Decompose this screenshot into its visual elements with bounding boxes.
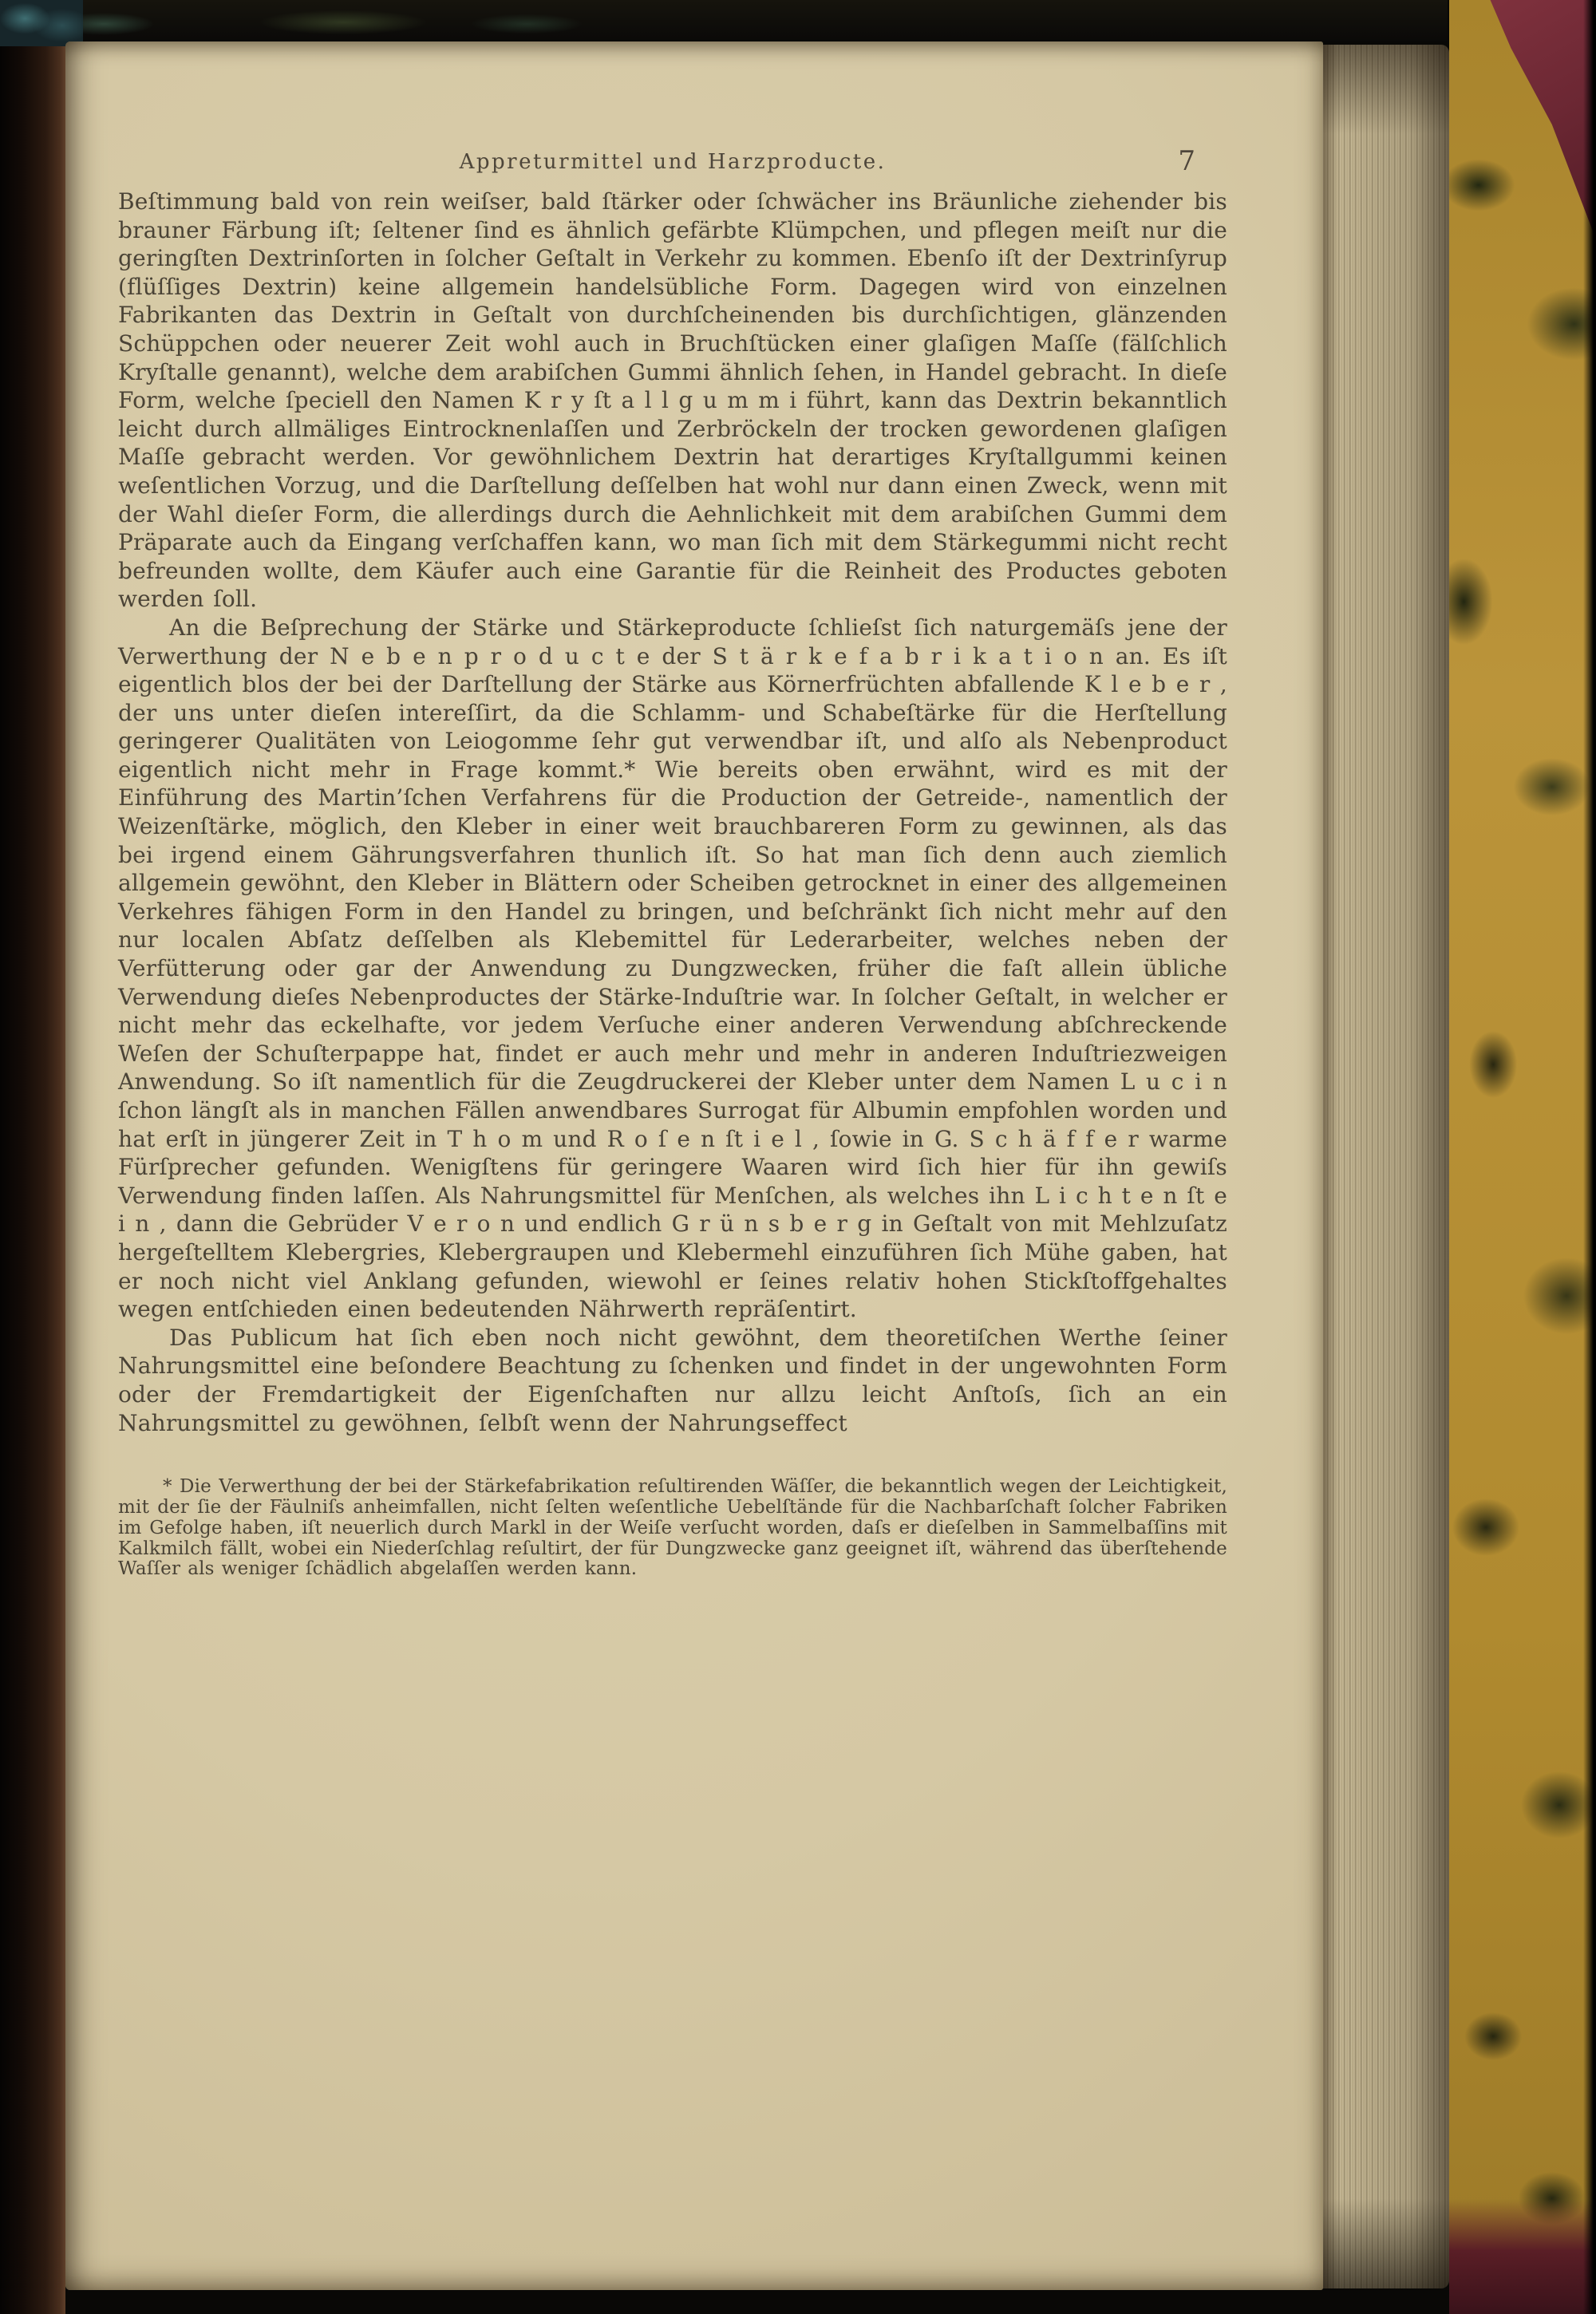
book-page — [65, 41, 1323, 2290]
top-left-marble-corner — [0, 0, 83, 46]
body-paragraph: Das Publicum hat ſich eben noch nicht gewöhnt, dem theoretiſchen Werthe ſeiner Nahrungsmittel eine beſondere Beachtung zu ſchenken und findet in der ungewohnten Form oder der Fremdartigkeit der Eigenſchaften nur allzu leicht Anſtoſs, ſich an ein Nahrungsmittel zu gewöhnen, ſelbſt wenn der Nahrungseffect — [118, 1324, 1227, 1436]
marbled-cover — [1449, 0, 1596, 2314]
page-header — [118, 145, 1227, 177]
page-fore-edge-stack — [1323, 45, 1449, 2288]
cover-maroon-bottom-corner — [1449, 2199, 1596, 2314]
book-spine-edge — [0, 0, 65, 2314]
running-header: Appreturmittel und Harzproducte. — [459, 150, 887, 174]
body-paragraph: An die Beſprechung der Stärke und Stärkeproducte ſchlieſst ſich naturgemäſs jene der Verwerthung der N e b e n p r o d u c t e der S t ä r k e f a b r i k a t i o n an. Es iſt eigentlich blos der bei der Darſtellung der Stärke aus Körnerfrüchten abfallende K l e b e r , der uns unter dieſen intereſſirt, da die Schlamm- und Schabeſtärke für die Herſtellung geringerer Qualitäten von Leiogomme ſehr gut verwendbar iſt, und alſo als Nebenproduct eigentlich nicht mehr in Frage kommt.* Wie bereits oben erwähnt, wird es mit der Einführung des Martin’ſchen Verfahrens für die Production der Getreide-, namentlich der Weizenſtärke, möglich, den Kleber in einer weit brauchbareren Form zu gewinnen, als das bei irgend einem Gährungsverfahren thunlich iſt. So hat man ſich denn auch ziemlich allgemein gewöhnt, den Kleber in Blättern oder Scheiben getrocknet in einer des allgemeinen Verkehres fähigen Form in den Handel zu bringen, und beſchränkt ſich nicht mehr auf den nur localen Abſatz deſſelben als Klebemittel für Lederarbeiter, welches neben der Verfütterung oder gar der Anwendung zu Dungzwecken, früher die faſt allein übliche Verwendung dieſes Nebenproductes der Stärke-Induſtrie war. In ſolcher Geſtalt, in welcher er nicht mehr das eckelhafte, vor jedem Verſuche einer anderen Verwendung abſchreckende Weſen der Schuſterpappe hat, findet er auch mehr und mehr in anderen Induſtriezweigen Anwendung. So iſt namentlich für die Zeugdruckerei der Kleber unter dem Namen L u c i n ſchon längſt als in manchen Fällen anwendbares Surrogat für Albumin empfohlen worden und hat erſt in jüngerer Zeit in T h o m und R o ſ e n ſt i e l , ſowie in G. S c h ä f f e r warme Fürſprecher gefunden. Wenigſtens für geringere Waaren wird ſich hier für ihn gewiſs Verwendung finden laſſen. Als Nahrungsmittel für Menſchen, als welches ihn L i c h t e n ſt e i n , dann die Gebrüder V e r o n und endlich G r ü n s b e r g in Geſtalt von mit Mehlzuſatz hergeſtelltem Klebergries, Klebergraupen und Klebermehl einzuführen ſich Mühe gaben, hat er noch nicht viel Anklang gefunden, wiewohl er ſeines relativ hohen Stickſtoffgehaltes wegen entſchieden einen bedeutenden Nährwerth repräſentirt. — [118, 614, 1227, 1323]
page-number: 7 — [1178, 145, 1195, 177]
body-paragraph: Beſtimmung bald von rein weiſser, bald ſtärker oder ſchwächer ins Bräunliche ziehender bis brauner Färbung iſt; ſeltener ſind es ähnlich gefärbte Klümpchen, und pflegen meiſt nur die geringſten Dextrinſorten in ſolcher Geſtalt in Verkehr zu kommen. Ebenſo iſt der Dextrinſyrup (flüſſiges Dextrin) keine allgemein handelsübliche Form. Dagegen wird von einzelnen Fabrikanten das Dextrin in Geſtalt von durchſcheinenden bis durchſichtigen, glänzenden Schüppchen oder neuerer Zeit wohl auch in Bruchſtücken einer glaſigen Maſſe (fälſchlich Kryſtalle genannt), welche dem arabiſchen Gummi ähnlich ſehen, in Handel gebracht. In dieſe Form, welche ſpeciell den Namen K r y ſt a l l g u m m i führt, kann das Dextrin bekanntlich leicht durch allmäliges Eintrocknenlaſſen und Zerbröckeln der trocken gewordenen glaſigen Maſſe gebracht werden. Vor gewöhnlichem Dextrin hat derartiges Kryſtallgummi keinen weſentlichen Vorzug, und die Darſtellung deſſelben hat wohl nur dann einen Zweck, wenn mit der Wahl dieſer Form, die allerdings durch die Aehnlichkeit mit dem arabiſchen Gummi dem Präparate auch da Eingang verſchaffen kann, wo man ſich mit dem Stärkegummi nicht recht befreunden wollte, dem Käufer auch eine Garantie für die Reinheit des Productes geboten werden ſoll. — [118, 188, 1227, 613]
text-column — [118, 41, 1227, 2290]
footnote: * Die Verwerthung der bei der Stärkefabrikation reſultirenden Wäſſer, die bekanntlich wegen der Leichtigkeit, mit der ſie der Fäulniſs anheimfallen, nicht ſelten weſentliche Uebelſtände für die Nachbarſchaft ſolcher Fabriken im Gefolge haben, iſt neuerlich durch Markl in der Weiſe verſucht worden, daſs er dieſelben in Sammelbaſſins mit Kalkmilch fällt, wobei ein Niederſchlag reſultirt, der für Dungzwecke ganz geeignet iſt, während das überſtehende Waſſer als weniger ſchädlich abgelaſſen werden kann. — [118, 1476, 1227, 1580]
top-cover-strip — [0, 0, 1448, 41]
body-text — [118, 188, 1227, 1580]
scan-right-edge-shadow — [1583, 0, 1596, 2314]
